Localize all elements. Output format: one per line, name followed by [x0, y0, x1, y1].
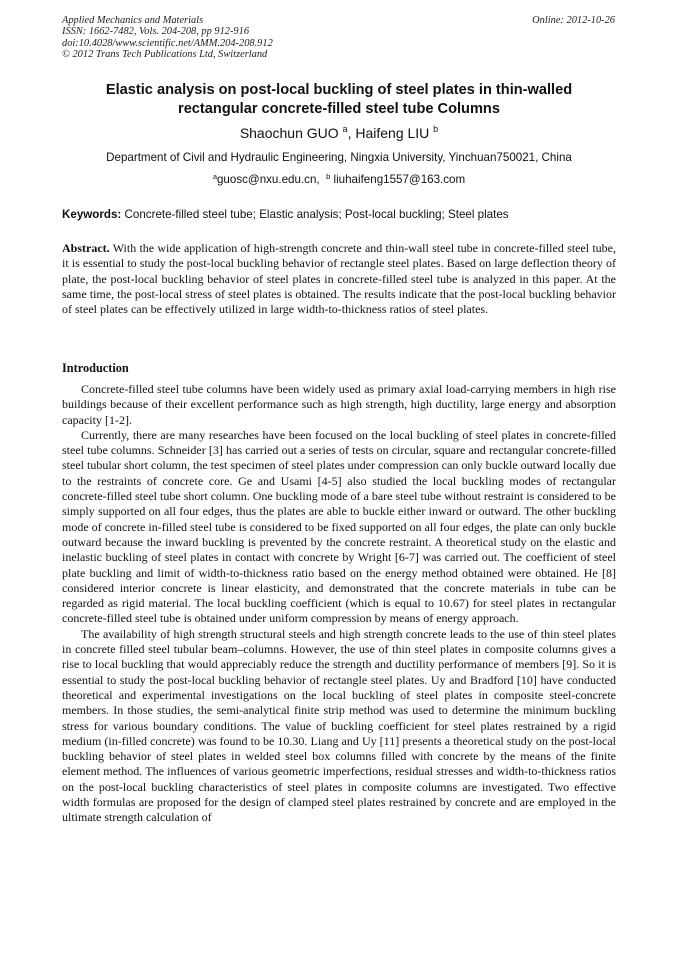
author-2-affil-mark: b: [433, 124, 439, 134]
paragraph: The availability of high strength structural steels and high strength concrete leads to the use of thin steel plates in concrete filled steel tubular beam–columns. However, the use of thin steel plates in composite columns gives a rise to local buckling that would appreciably reduce the strength and ductility performance of members [9]. So it is essential to study the post-local buckling behavior of rectangle steel plates. Uy and Bradford [10] have conducted theoretical and experimental investigations on the local buckling of steel plates in composite steel-concrete members. In those studies, the semi-analytical finite strip method was used to determine the minimum buckling stress for various boundary conditions. The value of buckling coefficient for steel plates restrained by a rigid medium (in-filled concrete) was found to be 10.30. Liang and Uy [11] presents a theoretical study on the post-local buckling behavior of steel plates in welded steel box columns filled with concrete by the means of the finite element method. The influences of various geometric imperfections, residual stresses and width-to-thickness ratios on the post-local buckling characteristics of steel plates in composite columns are investigated. Two effective width formulas are proposed for the design of clamped steel plates restrained by concrete and are employed in the ultimate strength calculation of: [62, 626, 616, 825]
abstract-text: With the wide application of high-strength concrete and thin-wall steel tube in concrete-filled steel tube, it is essential to study the post-local buckling behavior of rectangle steel plates. Based on large deflection theory of plate, the post-local buckling behavior of steel plates in concrete-filled steel tube is analyzed in this paper. At the same time, the post-local stress of steel plates is obtained. The results indicate that the post-local buckling behavior of steel plates can be effectively utilized in large width-to-thickness ratios of steel plates.: [62, 241, 616, 317]
email-a: guosc@nxu.edu.cn,: [216, 173, 320, 186]
paper-title: [62, 81, 616, 119]
affiliation: Department of Civil and Hydraulic Engineering, Ningxia University, Yinchuan750021, China: [106, 151, 572, 164]
keywords-label: Keywords:: [62, 208, 122, 221]
author-separator: ,: [347, 125, 356, 141]
email-b-mark: b: [326, 172, 331, 181]
copyright-line: © 2012 Trans Tech Publications Ltd, Switzerland: [62, 49, 268, 61]
keywords-text: Concrete-filled steel tube; Elastic analysis; Post-local buckling; Steel plates: [124, 208, 509, 221]
journal-header: [62, 15, 615, 61]
abstract-label: Abstract.: [62, 241, 110, 255]
author-list: [62, 124, 616, 142]
email-b: liuhaifeng1557@163.com: [333, 173, 466, 186]
paragraph: Concrete-filled steel tube columns have been widely used as primary axial load-carrying members in high rise buildings because of their excellent performance such as high strength, high ductility, large energy and absorption capacity [1-2].: [62, 382, 616, 427]
author-2: Haifeng LIU: [355, 125, 430, 141]
abstract: [62, 241, 616, 317]
section-heading-introduction: Introduction: [62, 361, 129, 375]
online-date: Online: 2012-10-26: [532, 15, 615, 26]
keywords: [62, 207, 616, 222]
introduction-body: [62, 382, 616, 826]
author-1: Shaochun GUO: [239, 125, 339, 141]
title-line-2: rectangular concrete-filled steel tube Columns: [178, 101, 500, 117]
title-line-1: Elastic analysis on post-local buckling of steel plates in thin-walled: [105, 82, 573, 98]
paragraph: Currently, there are many researches have been focused on the local buckling of steel plates in concrete-filled steel tube columns. Schneider [3] has carried out a series of tests on circular, square and rectangular concrete-filled steel tubular short column, the test specimen of steel plates under compression can only buckle outward locally due to the restraints of concrete core. Ge and Usami [4-5] also studied the local buckling modes of rectangular concrete-filled steel tube short column. One buckling mode of a bare steel tube without restraint is considered to be simply supported on all four edges, thus the plates are able to buckle either inward or outward. The other buckling mode of concrete in-filled steel tube is considered to be fixed supported on all four edges, the plate can only buckle outward because the inward buckling is prevented by the concrete restraint. A theoretical study on the elastic and inelastic buckling of steel plates in contact with concrete by Wright [6-7] was carried out. The coefficient of steel plate buckling and limit of width-to-thickness ratio based on the energy method obtained were obtained. He [8] considered interior concrete is linear elasticity, and demonstrated that the concrete materials in tube can be regarded as rigid material. The local buckling coefficient (which is equal to 10.67) for steel plates in rectangular concrete-filled steel tube is obtained under uniform compression by means of energy approach.: [62, 427, 616, 626]
author-1-affil-mark: a: [342, 124, 348, 134]
journal-name: Applied Mechanics and Materials: [62, 15, 204, 26]
doi-line: doi:10.4028/www.scientific.net/AMM.204-208.912: [62, 37, 273, 49]
issn-line: ISSN: 1662-7482, Vols. 204-208, pp 912-916: [62, 26, 250, 38]
email-a-mark: a: [212, 172, 217, 181]
author-emails: [62, 172, 616, 187]
